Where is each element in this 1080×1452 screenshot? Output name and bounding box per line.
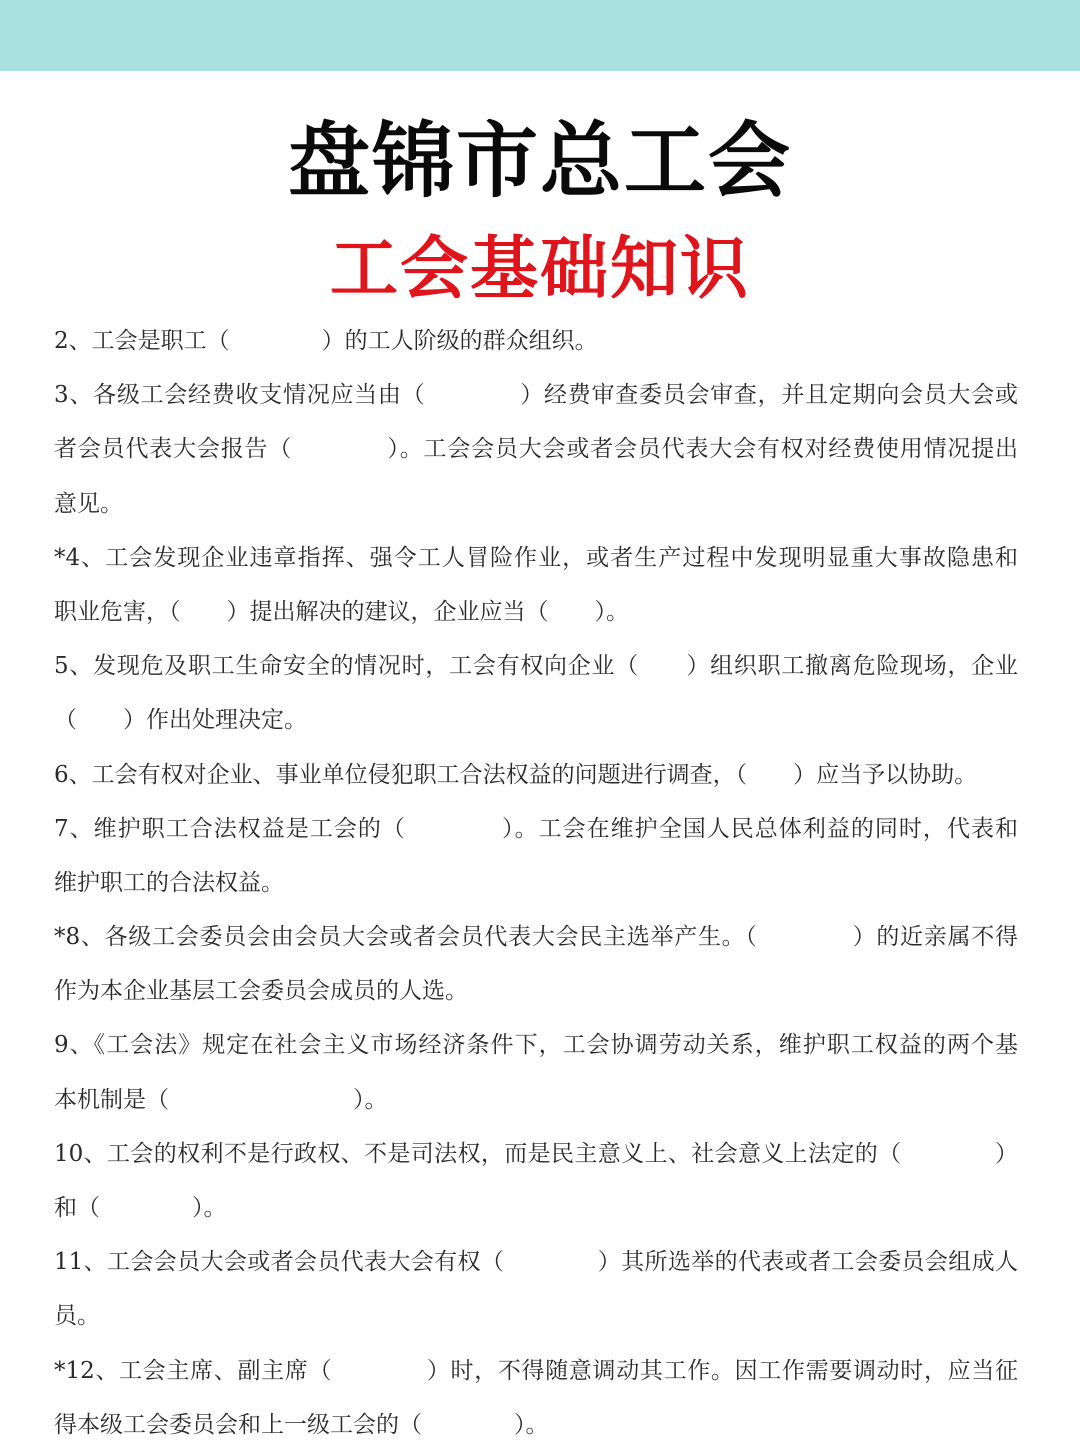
question-9: [54, 1018, 1018, 1126]
question-line: 得本级工会委员会和上一级工会的（ ）。: [54, 1411, 549, 1438]
page-subtitle: 工会基础知识: [329, 230, 750, 309]
question-5: [54, 639, 1018, 747]
question-12: [54, 1344, 1018, 1452]
question-8: [54, 910, 1018, 1018]
top-color-band: [0, 0, 1080, 71]
page-title: 盘锦市总工会: [287, 114, 792, 209]
question-line: 作为本企业基层工会委员会成员的人选。: [54, 978, 468, 1005]
question-line: 者会员代表大会报告（ ）。工会会员大会或者会员代表大会有权对经费使用情况提出: [54, 436, 1018, 463]
question-line: 本机制是（ ）。: [54, 1086, 388, 1113]
question-line: 维护职工的合法权益。: [54, 869, 284, 896]
question-11: [54, 1235, 1018, 1343]
question-line: 职业危害，（ ）提出解决的建议，企业应当（ ）。: [54, 598, 629, 625]
question-2: [54, 314, 1018, 368]
question-line: *8、各级工会委员会由会员大会或者会员代表大会民主选举产生。（ ）的近亲属不得: [54, 924, 1018, 951]
question-line: 意见。: [54, 490, 123, 517]
question-line: 7、维护职工合法权益是工会的（ ）。工会在维护全国人民总体利益的同时，代表和: [54, 815, 1018, 842]
question-4: [54, 531, 1018, 639]
question-7: [54, 802, 1018, 910]
question-list: [54, 314, 1018, 1452]
question-6: [54, 748, 1018, 802]
question-line: 2、工会是职工（ ）的工人阶级的群众组织。: [54, 328, 598, 354]
question-line: *4、工会发现企业违章指挥、强令工人冒险作业，或者生产过程中发现明显重大事故隐患和: [54, 544, 1018, 571]
question-line: 3、各级工会经费收支情况应当由（ ）经费审查委员会审查，并且定期向会员大会或: [54, 382, 1018, 409]
question-10: [54, 1127, 1018, 1235]
question-line: *12、工会主席、副主席（ ）时，不得随意调动其工作。因工作需要调动时，应当征: [54, 1357, 1018, 1384]
question-line: 9、《工会法》规定在社会主义市场经济条件下，工会协调劳动关系，维护职工权益的两个基: [54, 1032, 1018, 1059]
question-line: 10、工会的权利不是行政权、不是司法权，而是民主意义上、社会意义上法定的（ ）: [54, 1140, 1018, 1167]
question-line: 员。: [54, 1303, 100, 1330]
question-3: [54, 368, 1018, 531]
question-line: 11、工会会员大会或者会员代表大会有权（ ）其所选举的代表或者工会委员会组成人: [54, 1249, 1018, 1276]
question-line: 和（ ）。: [54, 1195, 227, 1221]
question-line: （ ）作出处理决定。: [54, 707, 307, 734]
question-line: 5、发现危及职工生命安全的情况时，工会有权向企业（ ）组织职工撤离危险现场，企业: [54, 653, 1018, 680]
question-line: 6、工会有权对企业、事业单位侵犯职工合法权益的问题进行调查，（ ）应当予以协助。: [54, 761, 978, 788]
